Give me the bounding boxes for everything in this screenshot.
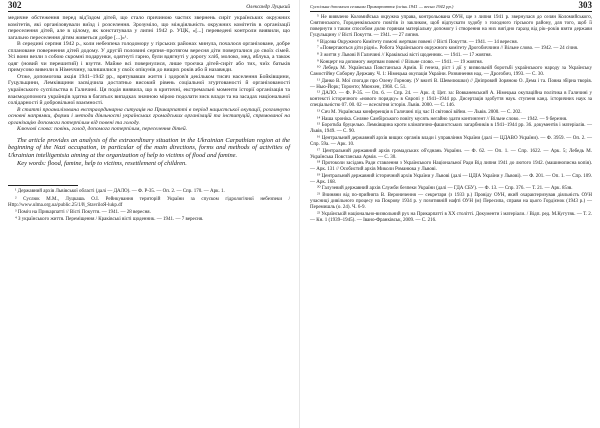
left-footnotes xyxy=(8,189,290,223)
abstract-ukrainian: В статті проаналізована екстраординарна ситуація на Прикарпатті в період нацистської окупації, розглянуто основні напрямки, форми і методи діяльності українських громадських організацій та інституцій, спрямованої на організацію допомоги потерпілим від повені та голоду. xyxy=(8,106,290,126)
footnote: ¹² ДАЛО. — Ф. Р-35. — Оп. 6. — Спр. 24. — Арк. 4; Цит. за: Вовканевський А. Німецька окупаційна політика в Галичині у контексті історичного «нового порядку» в Європі у 1941–1944 рр. Дисертація здобуття наук. ступеня канд. історичних наук за спеціальністю 07. 00. 02 — всесвітня історія. Львів. 2000. — С. 146. xyxy=(310,91,592,109)
footnote: ²² Українській національно-визвольний рух на Прикарпатті в XX столітті. Документи і матеріали. / Відп. ред. М.Кугутяк. — Т. 2. — Кн. 1 (1939–1945). — Івано-Франківськ, 2009. — С. 216. xyxy=(310,211,592,223)
footnote: ¹³ Сич М. Українська конференція в Галичині під час II світової війни. — Львів. 2000. — С. 202. xyxy=(317,110,522,116)
right-footnotes xyxy=(310,15,592,224)
footnote: ¹⁵ Боротьба бруцелью. Лемківщина кроти кліматично-фашистських загарбників в 1941–1944 рр. 36. документів і матеріалів. — Львів, 1949. — С. 90. xyxy=(310,123,592,135)
footnote: ⁶ Відозва Окружного Комітету помочі жертвам повені // Вісті Покуття. — 1941. — 14 вересня. xyxy=(317,39,518,45)
right-page-number: 303 xyxy=(578,0,592,10)
keywords-english: Key words: flood, famine, help to victims, resettlement of children. xyxy=(17,159,187,167)
footnote: ¹⁷ Центральний державний архів громадських об'єднань України. — Ф. 62. — Оп. 1. — Спр. 1622. — Арк. 5; Лебедь М. Українська Повстанська Армія. — С. 30. xyxy=(310,148,592,160)
right-page xyxy=(300,0,600,428)
footnote: ¹⁴ Наша хроніка. Селяне Самбірського повіту мусять негайно здати контингент // Вільне слово. — 1942. — 9 березня. xyxy=(317,116,568,122)
left-page-number: 302 xyxy=(8,0,22,10)
footnote: ¹⁶ Центральний державний архів вищих органів влади і управління України (далі — ЦДАВО України). — Ф. 3959. — Оп. 2. — Спр. 59а. — Арк. 10. xyxy=(310,135,592,147)
body-paragraph: медичне обстеження перед від'їздом дітей, що стало причиною частих звернень сиріт українських окружних комітетів, які організовували виїзд і розселення. Зрозуміло, що міждіяльність окружних комітетів в організації переселення дітей, але в цілому, як констатувала у липні 1942 р. УЦК, «[...] переведені контроли виявили, що загально переселення дітям живеться добре [...]»¹. xyxy=(8,15,290,41)
footnote: ¹¹ Данко В. Мої спогади про Олену Горнову. (У вжиті В. Шевелюшки) // Дніпровий Зоряною О. Дема і та. Повна збірна творів. — Нью-Йорк; Торонто; Мюнхен, 1968. С. 51. xyxy=(310,78,592,90)
keywords-ukrainian: Ключові слова: повінь, голод, допомога потерпілим, переселення дітей. xyxy=(17,126,188,133)
footnote: ⁷ «Повертаються діти рідні». Робота Українського окружного комітету Дрогобиччини // Вільне слово. — 1942. — 24 січня. xyxy=(317,46,579,52)
body-paragraph: В середині серпня 1942 р., коли небезпека голодомору у гірських районах минула, почалося організоване, добре сплановане повернення дітей додому. У другій половині серпня–протягом вересня діти поверталися до своїх сімей. Усі вони везли з собою скромні подарунки, одягнуті гарно, були вдягнуті у дорогу хліб, молоко, мед, яблука, а також одяг (новий чи перешитий) і взуття. Майже всі повернулися, лише троєчка дітей-сиріт або тих, чиїх батьків примусово вивезли в Німеччину, залишилися у своїх опікунів до вищих років або й назавжди. xyxy=(8,41,290,74)
footnote: ²⁰ Галузевий державний архів Служби безпеки України (далі — ГДА СБУ). — Ф. 13. — Спр. 376. — Т. 21. — Арк. 85зв. xyxy=(317,186,573,192)
footnote: ¹⁹ Центральний державний історичний архів України у Львові (далі — ЦДІА України у Львові). — Ф. 201. — Оп. 1. — Спр. 109. — Арк. 168. xyxy=(310,173,592,185)
right-header-title: Суспільна допомога селянам Прикарпаття (осінь 1941 — весна 1942 рр.) xyxy=(310,4,454,9)
left-running-header xyxy=(8,0,290,12)
footnote: ⁸ З життя у Львові й Галичині // Краківські вісті щоденник. — 1941. — 17 жовтня. xyxy=(317,52,492,58)
abstract-english: The article provides an analysis of the extraordinary situation in the Ukrainian Carpathian region at the beginning of the Nazi occupation, in particular of the main directions, forms and methods of activities of Ukrainian intelligentsia aiming at the organization of help to victims of flood and famine. xyxy=(8,136,290,160)
footnote-separator xyxy=(8,185,78,186)
right-running-header xyxy=(310,0,592,12)
footnote: ⁹ Концерт на допомогу жертвам повені // Вільне слово. — 1941. — 19 жовтня. xyxy=(317,59,483,65)
footnote: ²¹ Вчиняни від по-прийнята В. Вероничення — секретаря (з 1933 р.) Провіду ОУН, який охарактеризував діяльність ОУН учасниці дивільного процесу на Покрову 1934 р. у позитивній нафті ОУН (м) Пересипа, справи на цього Гордієнок (1943 р.) — Перемишль (о. 24). Ч. 6-9. xyxy=(310,193,592,211)
body-paragraph: Отже, допомогова акція 1941–1942 рр., врятувавши життя і здоров'я декільком тисяч населення Бойківщини, Гуцульщини, Лемківщини засвідчила достатньо високий рівень соціальної згуртованості й організованості українського суспільства в Галичині. Ця подія виявила, що в критичні, екстремальні моменти історії організація та взаємодопомога українців здатна в багатьох випадках значною мірою подолати зиск влади та на засадах національної солідарності й добровільної взаємності. xyxy=(8,73,290,107)
footnote: ¹⁸ Протоколи засідань Ради ставлення з Українського Національної Ради Від липня 1941 до лютого 1942. (машинописна копія). — Арк. 131 // Особистий архів Миколи Романюка у Львові. xyxy=(310,161,592,173)
footnote: ² Суслюк М.М., Луцкашь О.І. Рейнкування територій України за спуском гідрологічної небезпеки / Http://www.ulma.org.ua/public.25/1/й_StavrilоЯ-lukр.df xyxy=(8,196,290,208)
footnote: ⁵ Не виявлено Коломийська окружна управа, контрольована ОУН, ще з липня 1941 р. звернулася до селян Коломийського, Снятинського, Городенківського повітів із закликом, щоб відпускати худобу з голодного гірського району, для того, щоб її повернути з таким способом долю горянам матеріальну допомогу і створення на них вигідно гаразд від рік–років взяти держави Гуцульщину // Вісті Покуття. — 1941. — 27 липня. xyxy=(310,15,592,39)
left-body-text xyxy=(8,15,290,167)
footnote: ⁴ З українського життя. Переміщення / Краківські вісті щоденник. — 1941. — 7 вересня. xyxy=(15,217,204,223)
left-header-title: Олександр Луцький xyxy=(246,4,290,10)
footnote: ¹ Державний архів Львівської області (далі — ДАЛО). — Ф. Р-35. — Оп. 2. — Спр. 170. — Арк. 1. xyxy=(15,189,225,195)
footnote: ³ Поміч на Прикарпатті // Вісті Покуття. — 1941. — 28 вересня. xyxy=(15,209,151,215)
footnote: ¹⁰ Лебедь М. Українська Повстанська Армія. Її генеза, ріст і дії у визвольній боротьбі українського народу за Українську Самостійну Соборну Державу. Ч. 1: Німецька окупація України. Розвинення над. — Дрогобич, 1993. — С. 30. xyxy=(310,66,592,78)
